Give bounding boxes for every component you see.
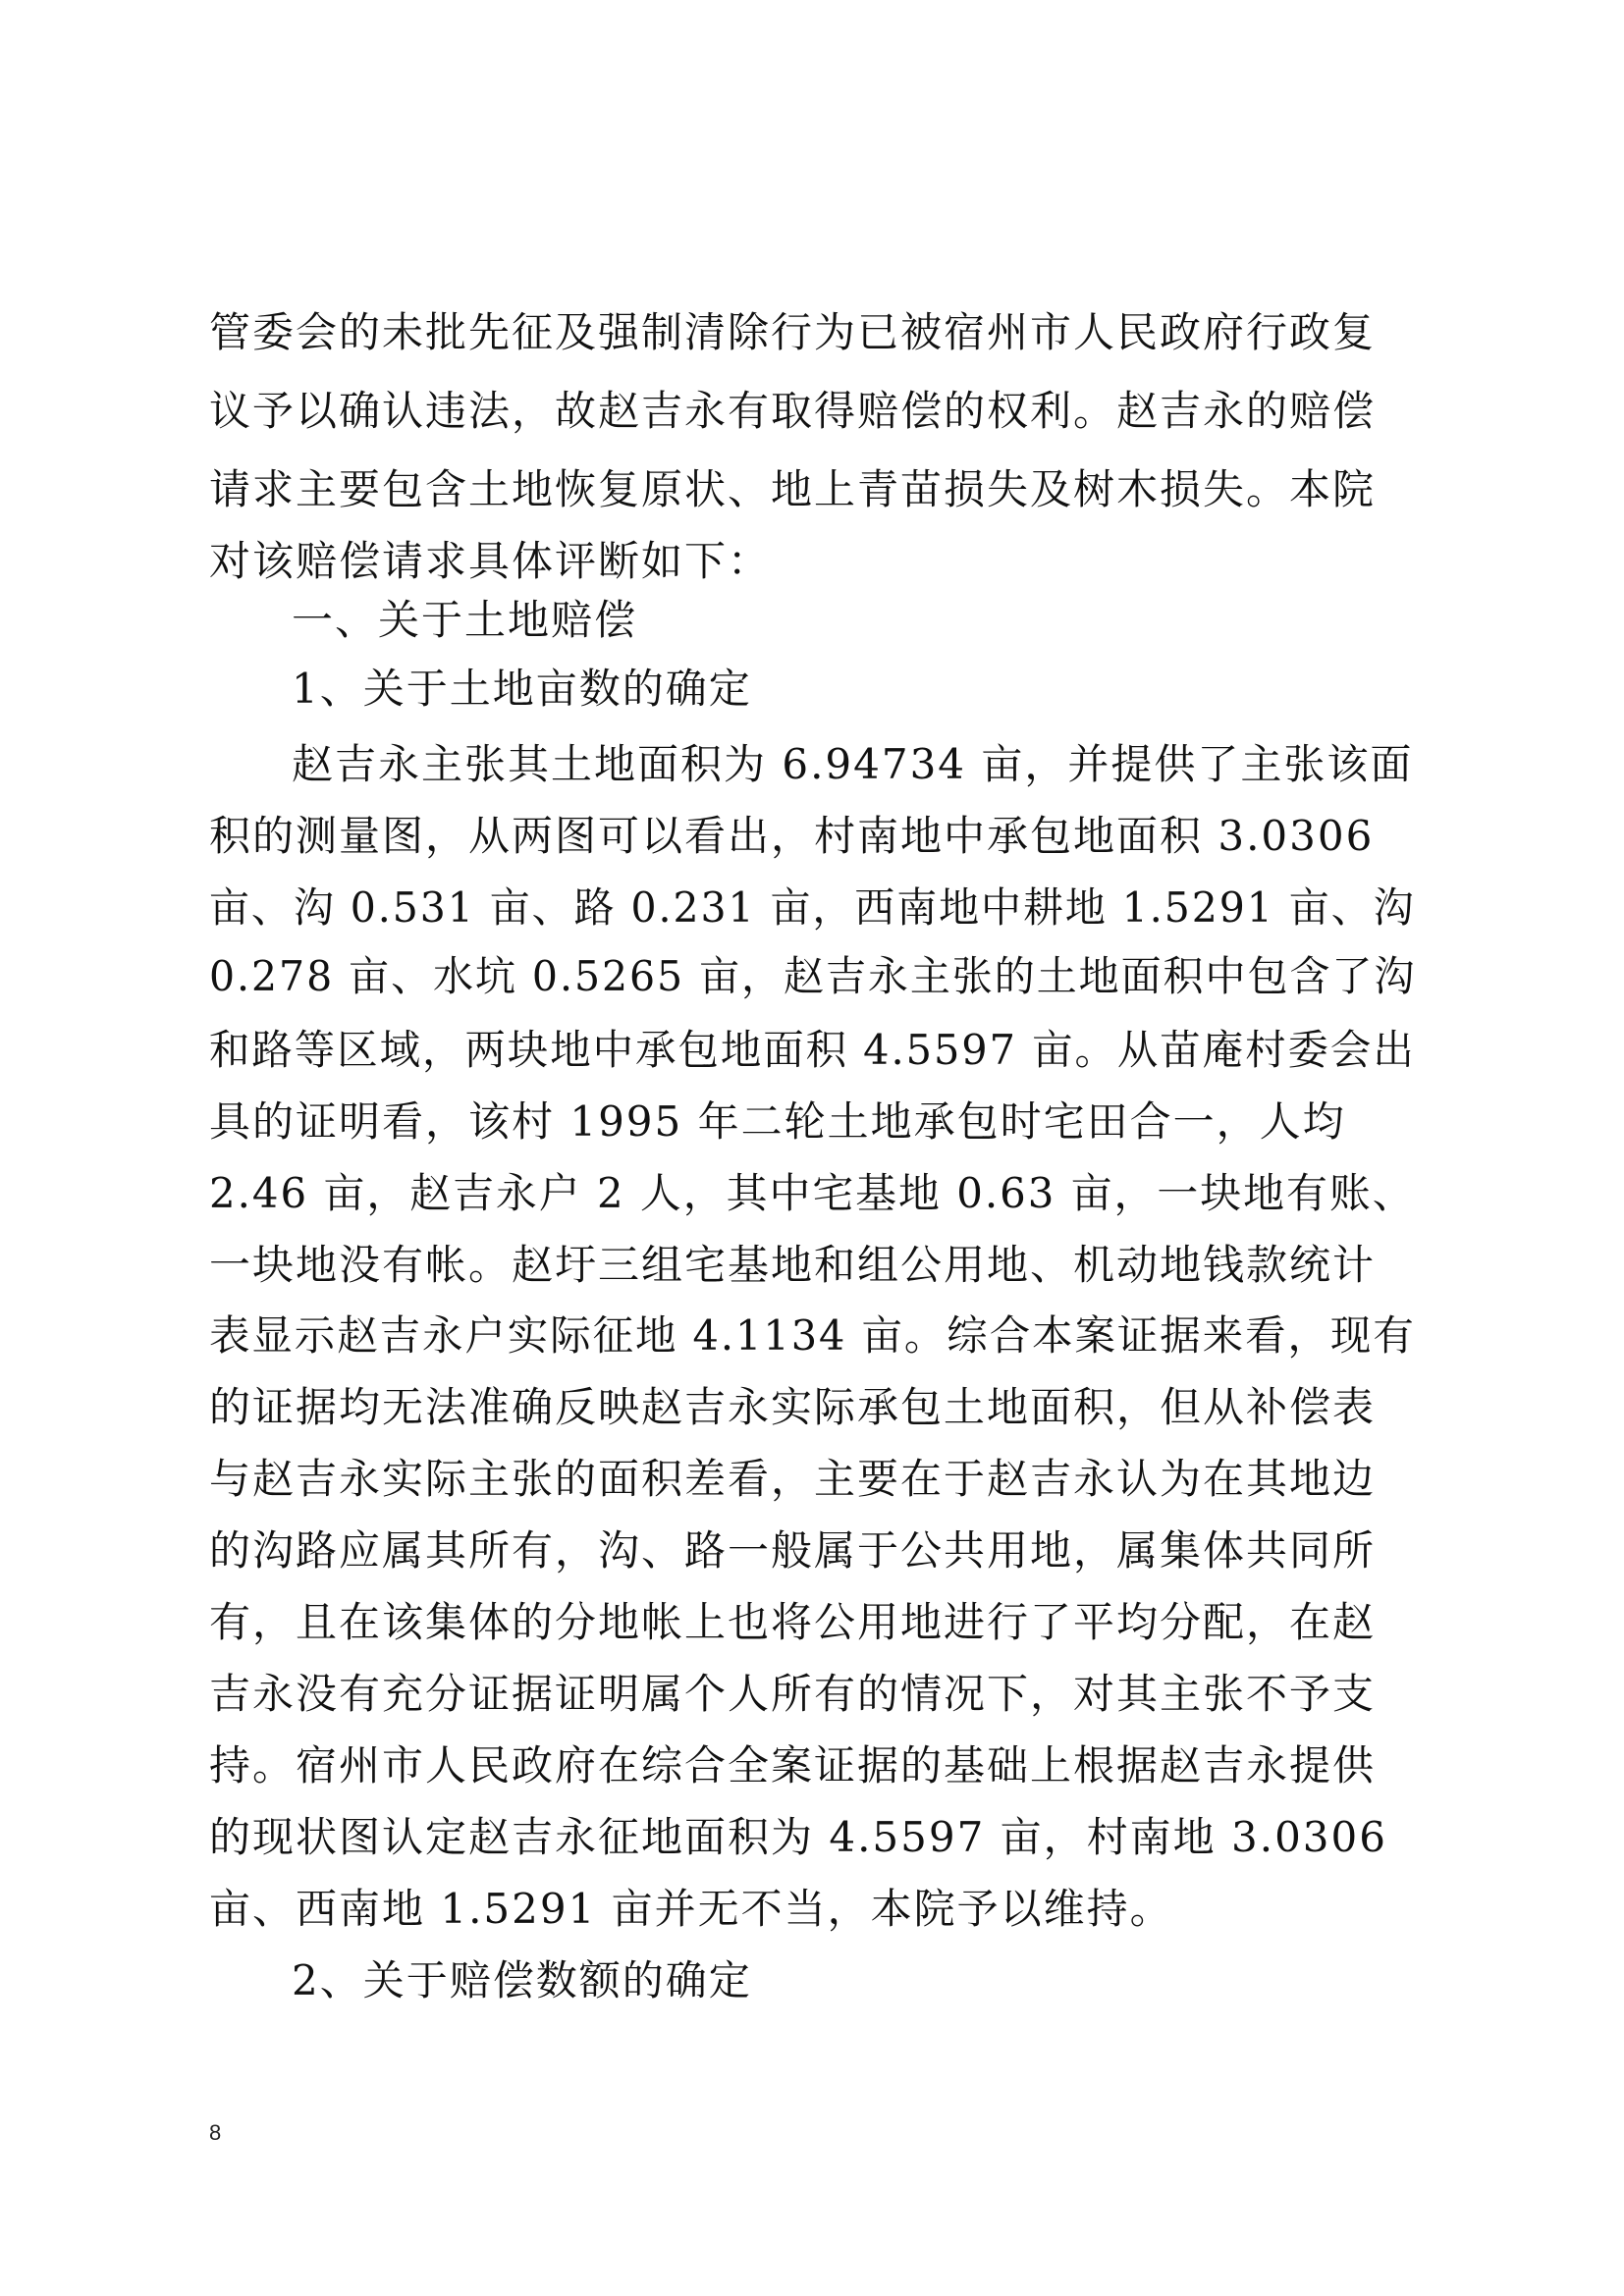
subsection-heading: 1、关于土地亩数的确定 xyxy=(292,665,752,713)
body-text-line: 的现状图认定赵吉永征地面积为 4.5597 亩，村南地 3.0306 xyxy=(209,1813,1387,1861)
body-text-line: 请求主要包含土地恢复原状、地上青苗损失及树木损失。本院 xyxy=(209,465,1377,513)
section-heading: 一、关于土地赔偿 xyxy=(292,596,638,644)
subsection-heading: 2、关于赔偿数额的确定 xyxy=(292,1956,752,2004)
body-text-line: 亩、西南地 1.5291 亩并无不当，本院予以维持。 xyxy=(209,1885,1173,1933)
body-text-line: 一块地没有帐。赵圩三组宅基地和组公用地、机动地钱款统计 xyxy=(209,1241,1377,1289)
body-text-line: 赵吉永主张其土地面积为 6.94734 亩，并提供了主张该面 xyxy=(292,740,1414,788)
body-text-line: 的证据均无法准确反映赵吉永实际承包土地面积，但从补偿表 xyxy=(209,1383,1377,1431)
body-text-line: 表显示赵吉永户实际征地 4.1134 亩。综合本案证据来看，现有 xyxy=(209,1311,1416,1360)
body-text-line: 具的证明看，该村 1995 年二轮土地承包时宅田合一，人均 xyxy=(209,1097,1346,1146)
body-text-line: 有，且在该集体的分地帐上也将公用地进行了平均分配，在赵 xyxy=(209,1598,1377,1646)
body-text-line: 0.278 亩、水坑 0.5265 亩，赵吉永主张的土地面积中包含了沟 xyxy=(209,952,1417,1000)
page-number: 8 xyxy=(209,2120,222,2145)
body-text-line: 积的测量图，从两图可以看出，村南地中承包地面积 3.0306 xyxy=(209,812,1375,860)
body-text-line: 议予以确认违法，故赵吉永有取得赔偿的权利。赵吉永的赔偿 xyxy=(209,387,1377,435)
body-text-line: 和路等区域，两块地中承包地面积 4.5597 亩。从苗庵村委会出 xyxy=(209,1026,1416,1074)
body-text-line: 与赵吉永实际主张的面积差看，主要在于赵吉永认为在其地边 xyxy=(209,1455,1377,1503)
body-text-line: 对该赔偿请求具体评断如下： xyxy=(209,537,772,585)
body-text-line: 管委会的未批先征及强制清除行为已被宿州市人民政府行政复 xyxy=(209,308,1377,356)
body-text-line: 吉永没有充分证据证明属个人所有的情况下，对其主张不予支 xyxy=(209,1670,1377,1718)
body-text-line: 亩、沟 0.531 亩、路 0.231 亩，西南地中耕地 1.5291 亩、沟 xyxy=(209,883,1416,932)
body-text-line: 的沟路应属其所有，沟、路一般属于公共用地，属集体共同所 xyxy=(209,1526,1377,1575)
body-text-line: 2.46 亩，赵吉永户 2 人，其中宅基地 0.63 亩，一块地有账、 xyxy=(209,1169,1416,1217)
body-text-line: 持。宿州市人民政府在综合全案证据的基础上根据赵吉永提供 xyxy=(209,1741,1377,1789)
